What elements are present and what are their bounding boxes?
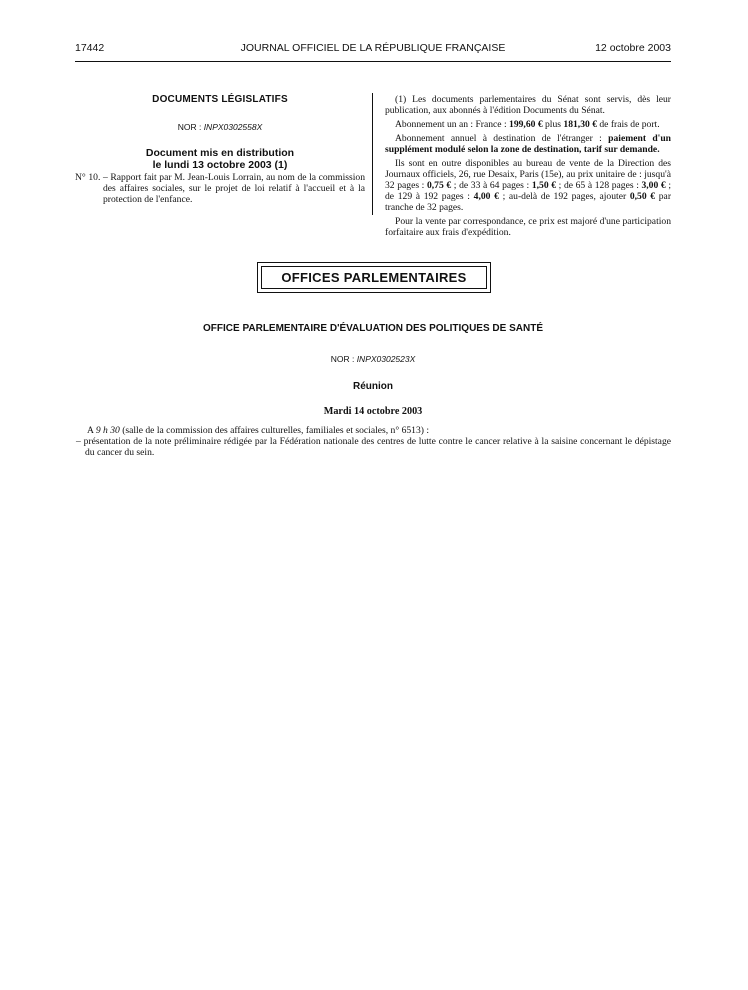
header-rule	[75, 61, 671, 62]
foreign-tariff: paiement d'un supplément modulé selon la zone de destination, tarif sur demande.	[385, 133, 671, 155]
nor-label: NOR :	[177, 122, 202, 132]
notice-unit-prices	[385, 158, 671, 213]
nor-label: NOR :	[330, 354, 355, 364]
distribution-line-1: Document mis en distribution	[145, 147, 295, 159]
item-number: N° 10. –	[75, 172, 108, 183]
price: 181,30 €	[563, 119, 597, 130]
page-number: 17442	[75, 42, 105, 54]
page-header	[75, 42, 671, 58]
office-nor-reference	[75, 354, 671, 364]
item-text: Rapport fait par M. Jean-Louis Lorrain, au nom de la commission des affaires sociales, sur le projet de loi relatif à l'accueil et à la protection de l'enfance.	[103, 172, 365, 205]
text: par tranche de 32 pages.	[385, 191, 672, 213]
meeting-details	[76, 425, 671, 458]
meeting-title: Réunion	[353, 381, 393, 392]
journal-title: JOURNAL OFFICIEL DE LA RÉPUBLIQUE FRANÇAISE	[240, 42, 506, 54]
column-divider	[372, 93, 373, 215]
offices-section-box	[257, 262, 491, 293]
price: 0,75 €	[426, 180, 452, 191]
text: de frais de port.	[596, 119, 660, 130]
nor-reference	[75, 122, 365, 133]
meeting-location: (salle de la commission des affaires culturelles, familiales et sociales, n° 6513) :	[119, 425, 430, 436]
text: Abonnement annuel à destination de l'étranger :	[395, 133, 609, 144]
price: 1,50 €	[531, 180, 557, 191]
meeting-time-line	[87, 425, 671, 436]
price: 0,50 €	[629, 191, 656, 202]
price: 199,60 €	[509, 119, 543, 130]
text: A	[87, 425, 96, 436]
section-title: DOCUMENTS LÉGISLATIFS	[152, 94, 288, 105]
nor-code: INPX0302558X	[203, 122, 263, 132]
document-item	[75, 172, 365, 205]
price: 3,00 €	[641, 180, 666, 191]
text: ; de 65 à 128 pages :	[556, 180, 642, 191]
price: 4,00 €	[473, 191, 499, 202]
agenda-item: – présentation de la note préliminaire rédigée par la Fédération nationale des centres de lutte contre le cancer relative à la saisine concernant le dépistage du cancer du sein.	[76, 436, 671, 458]
office-title: OFFICE PARLEMENTAIRE D'ÉVALUATION DES POLITIQUES DE SANTÉ	[203, 323, 543, 334]
text: Ils sont en outre disponibles au bureau de vente de la Direction des Journaux officiels, 26, rue Desaix, Paris (15e), au prix unitaire de : jusqu'à 32 pages :	[385, 158, 671, 191]
text: ; de 129 à 192 pages :	[385, 180, 671, 202]
notice-france-subscription	[385, 119, 671, 130]
notice-foreign-subscription	[385, 133, 671, 155]
text: plus	[542, 119, 564, 130]
subscription-notice	[385, 94, 671, 241]
text: ; de 33 à 64 pages :	[451, 180, 532, 191]
distribution-heading	[75, 147, 365, 171]
text: ; au-delà de 192 pages, ajouter	[498, 191, 630, 202]
nor-code: INPX0302523X	[356, 354, 416, 364]
notice-footnote: (1) Les documents parlementaires du Sénat sont servis, dès leur publication, aux abonnés à l'édition Documents du Sénat.	[385, 94, 671, 116]
issue-date: 12 octobre 2003	[595, 42, 671, 54]
meeting-time: 9 h 30	[95, 425, 120, 436]
legislative-documents-column	[75, 94, 365, 205]
text: Abonnement un an : France :	[395, 119, 510, 130]
offices-section-title: OFFICES PARLEMENTAIRES	[261, 266, 487, 289]
meeting-date: Mardi 14 octobre 2003	[323, 406, 423, 417]
notice-mail-order: Pour la vente par correspondance, ce prix est majoré d'une participation forfaitaire aux frais d'expédition.	[385, 216, 671, 238]
distribution-line-2: le lundi 13 octobre 2003 (1)	[152, 159, 288, 171]
